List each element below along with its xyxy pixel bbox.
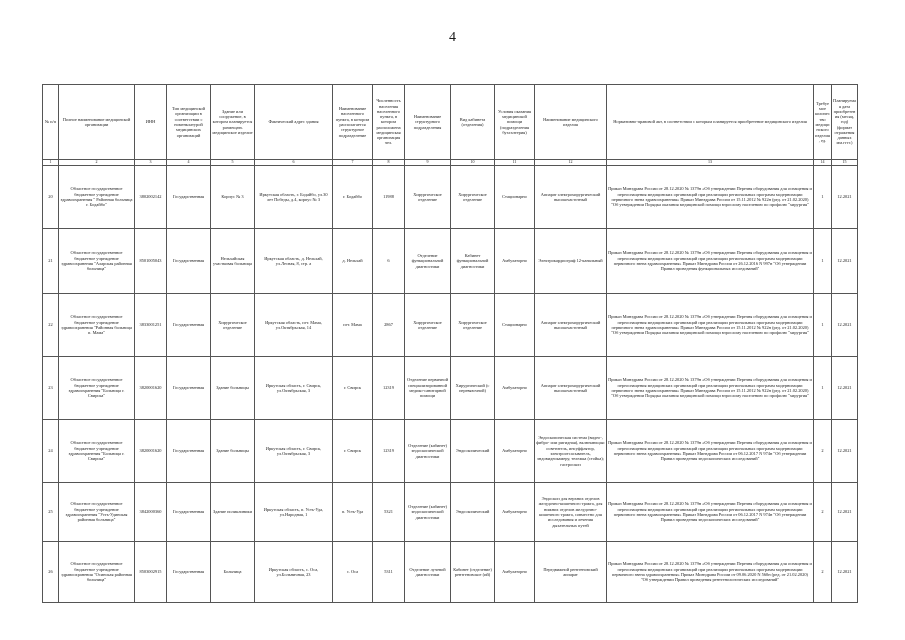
inn: 3820001620 <box>135 420 167 483</box>
building: Здание больницы <box>211 357 255 420</box>
organization-name: Областное государственное бюджетное учреждение здравоохранения " Районная больница г. Бодайбо" <box>59 166 135 229</box>
building: Больница <box>211 542 255 603</box>
population: 2867 <box>373 294 405 357</box>
legal-act: Приказ Минздрава России от 28.12.2020 № 1379н «Об утверждении Перечня оборудования для оснащения и переоснащения медицинских организаций при реализации региональных программ модернизации первичного звена здравоохранения» Приказ Минздрава России от 15.11.2012 № 922н (ред. от 21.02.2020) "Об утверждении Порядка оказания медицинской помощи взрослому населению по профилю "хирургия" <box>607 294 814 357</box>
table-row <box>43 166 858 229</box>
quantity: 2 <box>814 542 832 603</box>
inn: 3802002142 <box>135 166 167 229</box>
organization-name: Областное государственное бюджетное учреждение здравоохранения "Осинская районная больница" <box>59 542 135 603</box>
cabinet: Хирургический (с перевязочной) <box>451 357 495 420</box>
legal-act: Приказ Минздрава России от 28.12.2020 № 1379н «Об утверждении Перечня оборудования для оснащения и переоснащения медицинских организаций при реализации региональных программ модернизации первичного звена здравоохранения» Приказ Минздрава России от 15.11.2012 № 922н (ред. от 21.02.2020) "Об утверждении Порядка оказания медицинской помощи взрослому населению по профилю "хирургия" <box>607 357 814 420</box>
conditions: Амбулаторно <box>495 229 535 294</box>
purchase-date: 12.2021 <box>832 229 858 294</box>
organization-name: Областное государственное бюджетное учреждение здравоохранения "Больница г. Свирска" <box>59 357 135 420</box>
device: Эндоскопическая система (видео-, фибро- или ригидная), включающая: осветитель, инсуффлятор, электроотсасыватель, эндовидеокамеру, тележка (стойка); гастроскоп <box>535 420 607 483</box>
table-row <box>43 357 858 420</box>
subdivision: Хирургическое отделение <box>405 166 451 229</box>
locality: пгт. Мама <box>333 294 373 357</box>
organization-type: Государственная <box>167 166 211 229</box>
header-cell: ИНН <box>135 85 167 160</box>
row-number: 24 <box>43 420 59 483</box>
subdivision: Отделение лучевой диагностики <box>405 542 451 603</box>
device: Аппарат электрохирургический высокочастотный <box>535 166 607 229</box>
building: Нельхайская участковая больница <box>211 229 255 294</box>
table-row <box>43 420 858 483</box>
cabinet: Эндоскопический <box>451 483 495 542</box>
conditions: Амбулаторно <box>495 483 535 542</box>
locality: д. Нельхай <box>333 229 373 294</box>
inn: 8501005043 <box>135 229 167 294</box>
column-number: 11 <box>495 160 535 166</box>
legal-act: Приказ Минздрава России от 28.12.2020 № 1379н «Об утверждении Перечня оборудования для оснащения и переоснащения медицинских организаций при реализации региональных программ модернизации первичного звена здравоохранения» Приказ Минздрава России от 15.11.2012 № 922н (ред. от 21.02.2020) "Об утверждении Порядка оказания медицинской помощи взрослому населению по профилю "хирургия" <box>607 166 814 229</box>
inn: 3842000360 <box>135 483 167 542</box>
cabinet: Хирургическое отделение <box>451 294 495 357</box>
conditions: Амбулаторно <box>495 357 535 420</box>
device: Электрокардиограф 12-канальный <box>535 229 607 294</box>
purchase-date: 12.2021 <box>832 483 858 542</box>
quantity: 1 <box>814 357 832 420</box>
conditions: Стационарно <box>495 166 535 229</box>
column-number: 13 <box>607 160 814 166</box>
column-number: 10 <box>451 160 495 166</box>
table-row <box>43 294 858 357</box>
column-number: 9 <box>405 160 451 166</box>
device: Эндоскоп для верхних отделов желудочно-кишечного тракта, для нижних отделов желудочно-кишечного тракта, совместно для исследования и лечения дыхательных путей <box>535 483 607 542</box>
device: Аппарат электрохирургический высокочастотный <box>535 294 607 357</box>
header-cell: Наименование структурного подразделения <box>405 85 451 160</box>
organization-name: Областное государственное бюджетное учреждение здравоохранения "Районная больница п. Мама" <box>59 294 135 357</box>
header-cell: Наименование медицинского изделия <box>535 85 607 160</box>
device: Аппарат электрохирургический высокочастотный <box>535 357 607 420</box>
conditions: Амбулаторно <box>495 542 535 603</box>
organization-type: Государственная <box>167 294 211 357</box>
cabinet: Кабинет функциональной диагностики <box>451 229 495 294</box>
population: 12319 <box>373 420 405 483</box>
subdivision: Отделение (кабинет) эндоскопической диагностики <box>405 420 451 483</box>
cabinet: Кабинет (отделение) рентгеновское (ий) <box>451 542 495 603</box>
row-number: 20 <box>43 166 59 229</box>
address: Иркутская область, г. Свирск, ул.Октябрьская, 3 <box>255 357 333 420</box>
population: 11988 <box>373 166 405 229</box>
building: Здание больницы <box>211 420 255 483</box>
inn: 3833001251 <box>135 294 167 357</box>
column-number: 3 <box>135 160 167 166</box>
row-number: 25 <box>43 483 59 542</box>
column-number: 2 <box>59 160 135 166</box>
quantity: 1 <box>814 294 832 357</box>
conditions: Стационарно <box>495 294 535 357</box>
equipment-table <box>42 84 858 603</box>
column-number: 5 <box>211 160 255 166</box>
locality: г. Бодайбо <box>333 166 373 229</box>
header-cell: Наименование населенного пункта, в котором располагается структурное подразделение <box>333 85 373 160</box>
table-row <box>43 229 858 294</box>
legal-act: Приказ Минздрава России от 28.12.2020 № 1379н «Об утверждении Перечня оборудования для оснащения и переоснащения медицинских организаций при реализации региональных программ модернизации первичного звена здравоохранения» Приказ Минздрава России от 09.06.2020 N 560н (ред. от 21.02.2020) "Об утверждении Правил проведения рентгенологических исследований" <box>607 542 814 603</box>
legal-act: Приказ Минздрава России от 28.12.2020 № 1379н «Об утверждении Перечня оборудования для оснащения и переоснащения медицинских организаций при реализации региональных программ модернизации первичного звена здравоохранения» Приказ Минздрава России от 06.12.2017 N 974н "Об утверждении Правил проведения эндоскопических исследований" <box>607 420 814 483</box>
address: Иркутская область, г. Бодайбо, ул.30 лет Победы, д.4, корпус № 3 <box>255 166 333 229</box>
column-number: 6 <box>255 160 333 166</box>
inn: 8503002915 <box>135 542 167 603</box>
header-cell: Вид кабинета (отделения) <box>451 85 495 160</box>
locality: г. Свирск <box>333 420 373 483</box>
building: Корпус № 3 <box>211 166 255 229</box>
population: 5321 <box>373 483 405 542</box>
column-number: 12 <box>535 160 607 166</box>
population: 5311 <box>373 542 405 603</box>
organization-type: Государственная <box>167 357 211 420</box>
address: Иркутская область, п. Усть-Уда, ул.Народная, 1 <box>255 483 333 542</box>
organization-name: Областное государственное бюджетное учреждение здравоохранения "Усть-Удинская районная больница" <box>59 483 135 542</box>
organization-name: Областное государственное бюджетное учреждение здравоохранения "Больница г. Свирска" <box>59 420 135 483</box>
purchase-date: 12.2021 <box>832 166 858 229</box>
purchase-date: 12.2021 <box>832 542 858 603</box>
subdivision: Отделение (кабинет) эндоскопической диагностики <box>405 483 451 542</box>
column-number: 7 <box>333 160 373 166</box>
legal-act: Приказ Минздрава России от 28.12.2020 № 1379н «Об утверждении Перечня оборудования для оснащения и переоснащения медицинских организаций при реализации региональных программ модернизации первичного звена здравоохранения» Приказ Минздрава России от 06.12.2017 N 974н "Об утверждении Правил проведения эндоскопических исследований" <box>607 483 814 542</box>
purchase-date: 12.2021 <box>832 420 858 483</box>
address: Иркутская область, пгт. Мама, ул.Октябрьская, 14 <box>255 294 333 357</box>
inn: 3820001620 <box>135 357 167 420</box>
header-cell: № п/п <box>43 85 59 160</box>
cabinet: Эндоскопический <box>451 420 495 483</box>
column-number: 1 <box>43 160 59 166</box>
header-cell: Требуемое количество медицинского изделия, ед. <box>814 85 832 160</box>
column-number: 14 <box>814 160 832 166</box>
quantity: 1 <box>814 166 832 229</box>
population: 12319 <box>373 357 405 420</box>
population: 6 <box>373 229 405 294</box>
building: Здание поликлиники <box>211 483 255 542</box>
device: Передвижной рентгеновский аппарат <box>535 542 607 603</box>
table-row <box>43 483 858 542</box>
locality: г. Свирск <box>333 357 373 420</box>
subdivision: Отделение первичной специализированной медико-санитарной помощи <box>405 357 451 420</box>
address: Иркутская область, д. Нельхай, ул.Лесная, 8, стр. а <box>255 229 333 294</box>
column-number: 8 <box>373 160 405 166</box>
building: Хирургическое отделение <box>211 294 255 357</box>
organization-type: Государственная <box>167 542 211 603</box>
conditions: Амбулаторно <box>495 420 535 483</box>
header-cell: Условия оказания медицинской помощи (подразделения бухгалтерия) <box>495 85 535 160</box>
header-cell: Полное наименование медицинской организации <box>59 85 135 160</box>
page-number: 4 <box>449 30 456 45</box>
header-cell: Здание или сооружение, в котором планируется размещать медицинское изделие <box>211 85 255 160</box>
organization-type: Государственная <box>167 420 211 483</box>
row-number: 21 <box>43 229 59 294</box>
header-cell: Фактический адрес здания <box>255 85 333 160</box>
cabinet: Хирургическое отделение <box>451 166 495 229</box>
quantity: 2 <box>814 420 832 483</box>
header-row <box>43 85 858 160</box>
quantity: 2 <box>814 483 832 542</box>
locality: с. Оса <box>333 542 373 603</box>
address: Иркутская область, г. Свирск, ул.Октябрьская, 3 <box>255 420 333 483</box>
organization-name: Областное государственное бюджетное учреждение здравоохранения "Аларская районная больница" <box>59 229 135 294</box>
purchase-date: 12.2021 <box>832 357 858 420</box>
purchase-date: 12.2021 <box>832 294 858 357</box>
quantity: 1 <box>814 229 832 294</box>
locality: п. Усть-Уда <box>333 483 373 542</box>
organization-type: Государственная <box>167 483 211 542</box>
address: Иркутская область, с. Оса, ул.Больничная, 23 <box>255 542 333 603</box>
row-number: 22 <box>43 294 59 357</box>
header-cell: Численность населения населенного пункта, в котором расположена медицинская организация чел. <box>373 85 405 160</box>
row-number: 23 <box>43 357 59 420</box>
header-cell: Нормативно-правовой акт, в соответствии с которым планируется приобретение медицинского изделия <box>607 85 814 160</box>
row-number: 26 <box>43 542 59 603</box>
header-cell: Планируемая дата приобретения (месяц, год) (формат отражения данных мм.гггг.) <box>832 85 858 160</box>
column-number: 15 <box>832 160 858 166</box>
organization-type: Государственная <box>167 229 211 294</box>
subdivision: Хирургическое отделение <box>405 294 451 357</box>
table-row <box>43 542 858 603</box>
subdivision: Отделение функциональной диагностики <box>405 229 451 294</box>
header-cell: Тип медицинской организации в соответствии с номенклатурой медицинских организаций <box>167 85 211 160</box>
column-number: 4 <box>167 160 211 166</box>
legal-act: Приказ Минздрава России от 28.12.2020 № 1379н «Об утверждении Перечня оборудования для оснащения и переоснащения медицинских организаций при реализации региональных программ модернизации первичного звена здравоохранения» Приказ Минздрава России от 26.12.2016 N 997н "Об утверждении Правил проведения функциональных исследований" <box>607 229 814 294</box>
